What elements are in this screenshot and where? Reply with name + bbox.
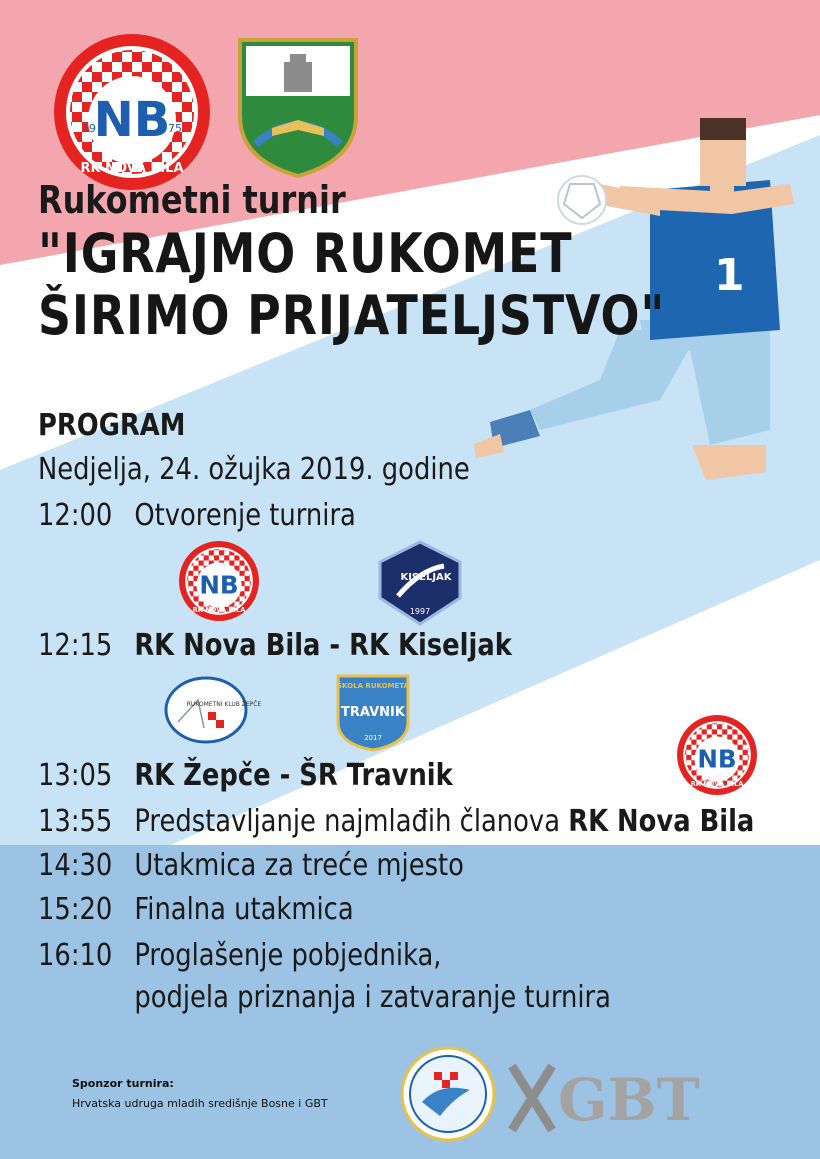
svg-text:ŠKOLA RUKOMETA: ŠKOLA RUKOMETA	[337, 682, 409, 690]
program-item: 14:30 Utakmica za treće mjesto	[38, 848, 464, 883]
svg-text:1997: 1997	[409, 607, 431, 616]
program-item: 16:10 Proglašenje pobjednika,	[38, 938, 442, 973]
svg-text:2017: 2017	[364, 734, 382, 742]
svg-text:1: 1	[714, 250, 745, 301]
nova-bila-logo-small	[178, 540, 260, 622]
gbt-logo	[506, 1058, 720, 1138]
kiseljak-logo	[378, 540, 462, 626]
title-line-1: "IGRAJMO RUKOMET	[38, 222, 573, 285]
nova-bila-logo-right	[676, 714, 758, 796]
svg-text:NB: NB	[697, 744, 737, 774]
svg-text:19: 19	[82, 122, 96, 135]
program-item: 12:00 Otvorenje turnira	[38, 498, 356, 533]
svg-text:KISELJAK: KISELJAK	[400, 572, 452, 583]
youth-association-logo	[400, 1046, 496, 1142]
svg-text:NB: NB	[199, 570, 239, 600]
title-line-2: ŠIRIMO PRIJATELJSTVO"	[38, 284, 666, 347]
travnik-logo	[334, 672, 412, 752]
program-date: Nedjelja, 24. ožujka 2019. godine	[38, 452, 470, 487]
zepce-logo	[164, 676, 262, 744]
svg-text:RK NOVA BILA: RK NOVA BILA	[192, 605, 246, 614]
sponsor-block	[72, 1074, 328, 1114]
sponsor-text: Hrvatska udruga mladih središnje Bosne i GBT	[72, 1097, 328, 1110]
sponsor-heading: Sponzor turnira:	[72, 1077, 174, 1090]
program-item: podjela priznanja i zatvaranje turnira	[134, 980, 611, 1015]
nova-bila-logo	[52, 32, 212, 192]
svg-text:RUKOMETNI KLUB ŽEPČE: RUKOMETNI KLUB ŽEPČE	[186, 701, 262, 708]
program-item: 15:20 Finalna utakmica	[38, 892, 354, 927]
svg-text:TRAVNIK: TRAVNIK	[341, 705, 405, 720]
svg-text:75: 75	[168, 122, 182, 135]
municipality-shield-logo	[236, 36, 360, 180]
program-heading: PROGRAM	[38, 408, 186, 443]
svg-text:RK NOVA BILA: RK NOVA BILA	[80, 161, 184, 176]
subtitle: Rukometni turnir	[38, 178, 346, 222]
svg-text:NB: NB	[93, 92, 171, 148]
svg-text:RK NOVA BILA: RK NOVA BILA	[690, 779, 744, 788]
program-item: 12:15 RK Nova Bila - RK Kiseljak	[38, 628, 512, 663]
program-item: 13:55 Predstavljanje najmlađih članova RK Nova Bila	[38, 804, 755, 839]
svg-text:GBT: GBT	[558, 1066, 700, 1134]
program-item: 13:05 RK Žepče - ŠR Travnik	[38, 758, 453, 793]
